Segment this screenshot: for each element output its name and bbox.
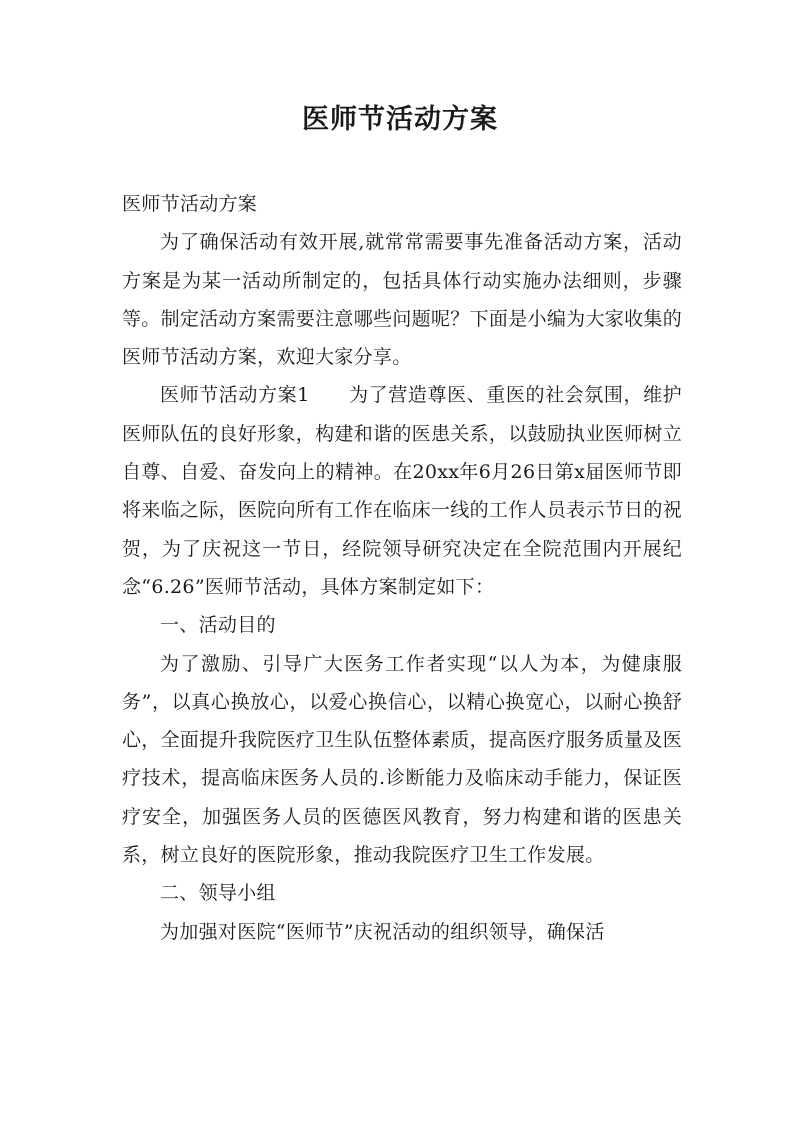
purpose-paragraph: 为了激励、引导广大医务工作者实现“以人为本，为健康服务”，以真心换放心，以爱心换信心，以精心换宽心，以耐心换舒心，全面提升我院医疗卫生队伍整体素质，提高医疗服务质量及医疗技术，提高临床医务人员的.诊断能力及临床动手能力，保证医疗安全，加强医务人员的医德医风教育，努力构建和谐的医患关系，树立良好的医院形象，推动我院医疗卫生工作发展。 bbox=[122, 652, 682, 867]
subtitle-paragraph: 医师节活动方案 bbox=[122, 193, 258, 215]
document-title: 医师节活动方案 bbox=[302, 104, 498, 135]
document-body bbox=[122, 185, 682, 951]
section-heading-leadership: 二、领导小组 bbox=[160, 882, 276, 905]
leadership-paragraph: 为加强对医院“医师节”庆祝活动的组织领导，确保活 bbox=[160, 920, 605, 943]
intro-paragraph: 为了确保活动有效开展,就常常需要事先准备活动方案，活动方案是为某一活动所制定的，包括具体行动实施办法细则，步骤等。制定活动方案需要注意哪些问题呢？下面是小编为大家收集的医师节活动方案，欢迎大家分享。 bbox=[122, 231, 682, 369]
section-heading-purpose: 一、活动目的 bbox=[160, 614, 276, 637]
plan-one-paragraph: 医师节活动方案1 为了营造尊医、重医的社会氛围，维护医师队伍的良好形象，构建和谐的医患关系，以鼓励执业医师树立自尊、自爱、奋发向上的精神。在20xx年6月26日第x届医师节即将来临之际，医院向所有工作在临床一线的工作人员表示节日的祝贺，为了庆祝这一节日，经院领导研究决定在全院范围内开展纪念“6.26”医师节活动，具体方案制定如下： bbox=[122, 384, 682, 598]
